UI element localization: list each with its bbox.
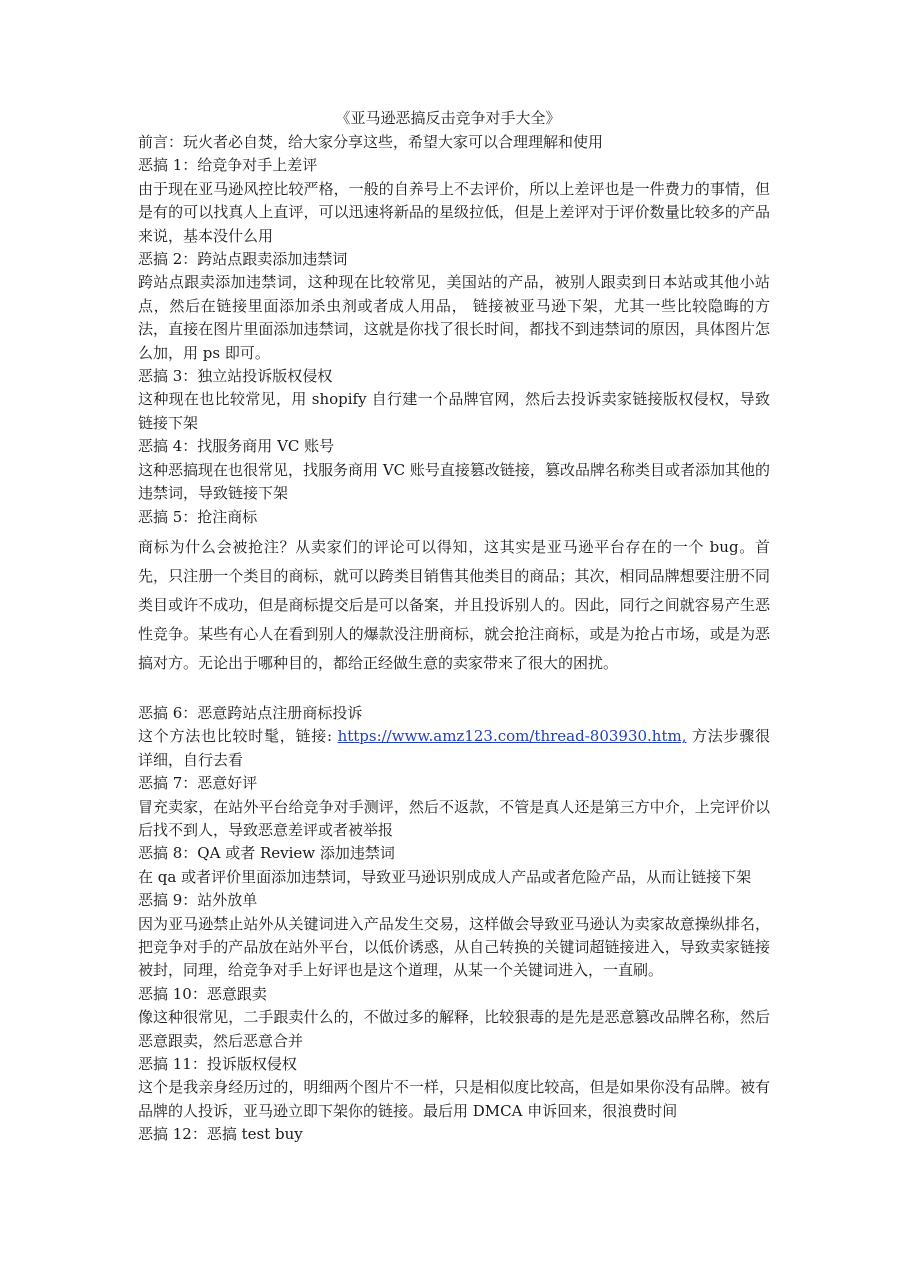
- section-heading-9: 恶搞 9：站外放单: [138, 891, 258, 910]
- document-title: 《亚马逊恶搞反击竞争对手大全》: [335, 109, 561, 127]
- section-body-5: 商标为什么会被抢注？从卖家们的评论可以得知，这其实是亚马逊平台存在的一个 bug。首先，只注册一个类目的商标，就可以跨类目销售其他类目的商品；其次，相同品牌想要注册不同类目或许不成功，但是商标提交后是可以备案，并且投诉别人的。因此，同行之间就容易产生恶性竞争。某些有心人在看到别人的爆款没注册商标，就会抢注商标，或是为抢占市场，或是为恶搞对方。无论出于哪种目的，都给正经做生意的卖家带来了很大的困扰。: [138, 537, 770, 672]
- section-heading-11: 恶搞 11：投诉版权侵权: [138, 1055, 297, 1073]
- article-link[interactable]: https://www.amz123.com/thread-803930.htm,: [337, 727, 687, 746]
- intro-text: 前言：玩火者必自焚，给大家分享这些，希望大家可以合理理解和使用: [138, 133, 604, 151]
- section-body-2: 跨站点跟卖添加违禁词，这种现在比较常见，美国站的产品，被别人跟卖到日本站或其他小站点，然后在链接里面添加杀虫剂或者成人用品， 链接被亚马逊下架，尤其一些比较隐晦的方法，直接在图片里面添加违禁词，这就是你找了很长时间，都找不到违禁词的原因，具体图片怎么加，用 ps 即可。: [138, 273, 770, 362]
- section-heading-3: 恶搞 3：独立站投诉版权侵权: [138, 367, 333, 386]
- document-page: [138, 106, 770, 1147]
- section-heading-7: 恶搞 7：恶意好评: [138, 774, 258, 793]
- section-body-8: 在 qa 或者评价里面添加违禁词，导致亚马逊识别成成人产品或者危险产品，从而让链接下架: [138, 867, 752, 886]
- section-body-6: [138, 725, 770, 772]
- section-body-4: 这种恶搞现在也很常见，找服务商用 VC 账号直接篡改链接，篡改品牌名称类目或者添加其他的违禁词，导致链接下架: [138, 460, 770, 503]
- section-body-3: 这种现在也比较常见，用 shopify 自行建一个品牌官网，然后去投诉卖家链接版权侵权，导致链接下架: [138, 390, 770, 432]
- section-body-1: 由于现在亚马逊风控比较严格，一般的自养号上不去评价，所以上差评也是一件费力的事情，但是有的可以找真人上直评，可以迅速将新品的星级拉低，但是上差评对于评价数量比较多的产品来说，基本没什么用: [138, 179, 770, 245]
- section-body-11: 这个是我亲身经历过的，明细两个图片不一样，只是相似度比较高，但是如果你没有品牌。被有品牌的人投诉，亚马逊立即下架你的链接。最后用 DMCA 申诉回来，很浪费时间: [138, 1078, 770, 1120]
- section-heading-8: 恶搞 8：QA 或者 Review 添加违禁词: [138, 844, 395, 863]
- section-heading-5: 恶搞 5：抢注商标: [138, 507, 258, 526]
- section-body-6-after: 方法步骤很详细，自行去看: [138, 727, 770, 769]
- section-body-9: 因为亚马逊禁止站外从关键词进入产品发生交易，这样做会导致亚马逊认为卖家故意操纵排名，把竞争对手的产品放在站外平台，以低价诱惑，从自己转换的关键词超链接进入，导致卖家链接被封，同理，给竞争对手上好评也是这个道理，从某一个关键词进入，一直刷。: [138, 914, 770, 980]
- section-body-7: 冒充卖家，在站外平台给竞争对手测评，然后不返款，不管是真人还是第三方中介，上完评价以后找不到人，导致恶意差评或者被举报: [138, 797, 770, 839]
- section-heading-4: 恶搞 4：找服务商用 VC 账号: [138, 437, 335, 456]
- section-heading-6: 恶搞 6：恶意跨站点注册商标投诉: [138, 703, 363, 722]
- section-heading-10: 恶搞 10：恶意跟卖: [138, 984, 267, 1003]
- section-heading-12: 恶搞 12：恶搞 test buy: [138, 1125, 303, 1144]
- section-heading-1: 恶搞 1：给竞争对手上差评: [138, 156, 318, 175]
- section-body-10: 像这种很常见，二手跟卖什么的，不做过多的解释，比较狠毒的是先是恶意篡改品牌名称，然后恶意跟卖，然后恶意合并: [138, 1008, 770, 1050]
- section-heading-2: 恶搞 2：跨站点跟卖添加违禁词: [138, 250, 348, 269]
- section-body-6-before: 这个方法也比较时髦，链接:: [138, 727, 338, 746]
- paragraph-gap: [138, 678, 770, 702]
